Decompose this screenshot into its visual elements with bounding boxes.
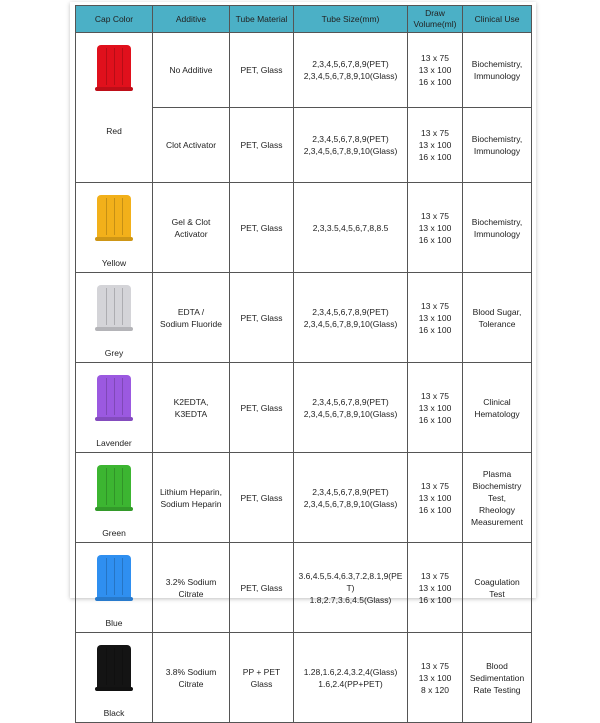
- tube-material-cell: PET, Glass: [230, 183, 294, 273]
- tube-cap-image: [97, 375, 131, 421]
- table-row: [76, 363, 532, 453]
- tube-cap-image: [97, 645, 131, 691]
- tube-size-cell: 2,3,4,5,6,7,8,9(PET) 2,3,4,5,6,7,8,9,10(Glass): [294, 363, 408, 453]
- header-row: [76, 6, 532, 33]
- tube-material-cell: PET, Glass: [230, 33, 294, 108]
- draw-volume-cell: 13 x 75 13 x 100 16 x 100: [408, 108, 463, 183]
- cap-color-cell: [76, 453, 153, 543]
- clinical-use-cell: Blood Sedimentation Rate Testing: [463, 633, 532, 723]
- header-clinical-use: Clinical Use: [463, 6, 532, 33]
- draw-volume-cell: 13 x 75 13 x 100 16 x 100: [408, 183, 463, 273]
- cap-color-label: Grey: [104, 348, 124, 358]
- additive-cell: Lithium Heparin, Sodium Heparin: [153, 453, 230, 543]
- cap-color-label: Blue: [105, 618, 123, 628]
- tube-material-cell: PET, Glass: [230, 543, 294, 633]
- table-row: [76, 453, 532, 543]
- cap-color-cell: [76, 183, 153, 273]
- cap-color-cell: [76, 273, 153, 363]
- header-tube-size: Tube Size(mm): [294, 6, 408, 33]
- table-row: [76, 183, 532, 273]
- cap-color-label: Yellow: [101, 258, 127, 268]
- clinical-use-cell: Biochemistry, Immunology: [463, 183, 532, 273]
- cap-color-cell: [76, 543, 153, 633]
- tube-material-cell: PP + PET Glass: [230, 633, 294, 723]
- tube-cap-image: [97, 285, 131, 331]
- tube-size-cell: 1.28,1.6,2.4,3.2,4(Glass) 1.6,2.4(PP+PET): [294, 633, 408, 723]
- table-row: [76, 543, 532, 633]
- draw-volume-cell: 13 x 75 13 x 100 16 x 100: [408, 453, 463, 543]
- tube-cap-image: [97, 45, 131, 91]
- tube-size-cell: 2,3,4,5,6,7,8,9(PET) 2,3,4,5,6,7,8,9,10(Glass): [294, 33, 408, 108]
- draw-volume-cell: 13 x 75 13 x 100 8 x 120: [408, 633, 463, 723]
- header-additive: Additive: [153, 6, 230, 33]
- header-draw-volume: Draw Volume(ml): [408, 6, 463, 33]
- tube-material-cell: PET, Glass: [230, 363, 294, 453]
- additive-cell: Clot Activator: [153, 108, 230, 183]
- clinical-use-cell: Blood Sugar, Tolerance: [463, 273, 532, 363]
- tube-material-cell: PET, Glass: [230, 108, 294, 183]
- tube-size-cell: 3.6,4.5,5.4,6.3,7.2,8.1,9(PE T) 1.8,2.7,3.6,4.5(Glass): [294, 543, 408, 633]
- tube-cap-image: [97, 195, 131, 241]
- cap-color-label: Green: [102, 528, 126, 538]
- tube-size-cell: 2,3,4,5,6,7,8,9(PET) 2,3,4,5,6,7,8,9,10(Glass): [294, 273, 408, 363]
- draw-volume-cell: 13 x 75 13 x 100 16 x 100: [408, 273, 463, 363]
- tube-cap-image: [97, 555, 131, 601]
- table-row: [76, 33, 532, 108]
- tube-material-cell: PET, Glass: [230, 273, 294, 363]
- cap-color-cell: [76, 33, 153, 183]
- cap-color-label: Red: [106, 126, 122, 136]
- header-cap-color: Cap Color: [76, 6, 153, 33]
- draw-volume-cell: 13 x 75 13 x 100 16 x 100: [408, 543, 463, 633]
- clinical-use-cell: Biochemistry, Immunology: [463, 33, 532, 108]
- tube-material-cell: PET, Glass: [230, 453, 294, 543]
- additive-cell: K2EDTA, K3EDTA: [153, 363, 230, 453]
- header-tube-material: Tube Material: [230, 6, 294, 33]
- clinical-use-cell: Clinical Hematology: [463, 363, 532, 453]
- cap-color-cell: [76, 633, 153, 723]
- additive-cell: 3.8% Sodium Citrate: [153, 633, 230, 723]
- additive-cell: Gel & Clot Activator: [153, 183, 230, 273]
- clinical-use-cell: Coagulation Test: [463, 543, 532, 633]
- tube-cap-image: [97, 465, 131, 511]
- clinical-use-cell: Biochemistry, Immunology: [463, 108, 532, 183]
- additive-cell: 3.2% Sodium Citrate: [153, 543, 230, 633]
- blood-tube-table: [75, 5, 532, 723]
- clinical-use-cell: Plasma Biochemistry Test, Rheology Measurement: [463, 453, 532, 543]
- draw-volume-cell: 13 x 75 13 x 100 16 x 100: [408, 363, 463, 453]
- cap-color-label: Lavender: [96, 438, 132, 448]
- tube-size-cell: 2,3,4,5,6,7,8,9(PET) 2,3,4,5,6,7,8,9,10(Glass): [294, 108, 408, 183]
- table-row: [76, 633, 532, 723]
- tube-size-cell: 2,3,4,5,6,7,8,9(PET) 2,3,4,5,6,7,8,9,10(Glass): [294, 453, 408, 543]
- table-row: [76, 273, 532, 363]
- additive-cell: EDTA / Sodium Fluoride: [153, 273, 230, 363]
- tube-size-cell: 2,3,3.5,4,5,6,7,8,8.5: [294, 183, 408, 273]
- draw-volume-cell: 13 x 75 13 x 100 16 x 100: [408, 33, 463, 108]
- additive-cell: No Additive: [153, 33, 230, 108]
- cap-color-label: Black: [103, 708, 125, 718]
- cap-color-cell: [76, 363, 153, 453]
